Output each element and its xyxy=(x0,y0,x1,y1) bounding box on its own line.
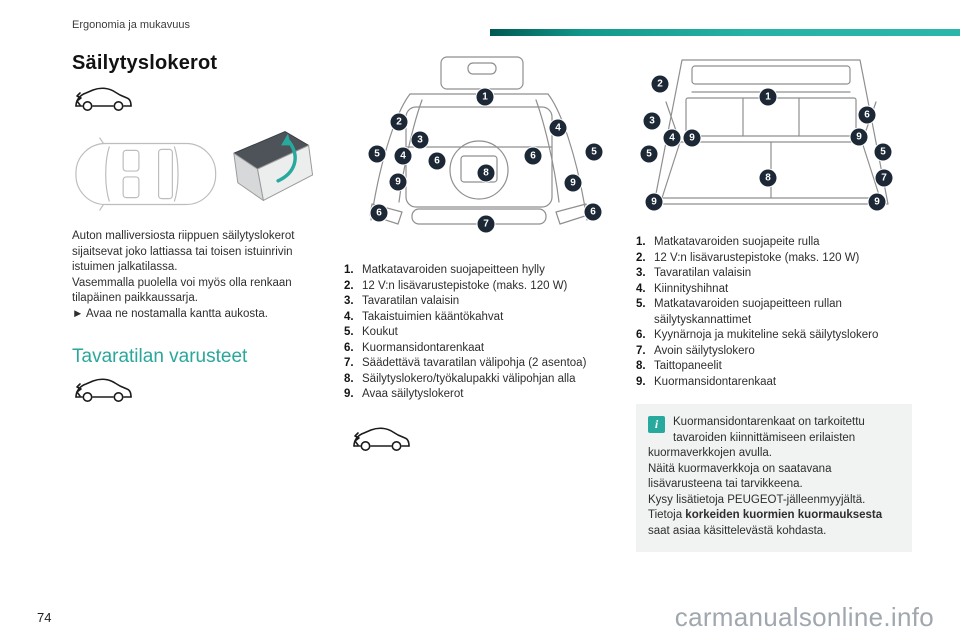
legend-item-text: Kuormansidontarenkaat xyxy=(654,375,777,388)
legend-item-number: 8. xyxy=(636,360,646,372)
diagram-marker-3: 3 xyxy=(644,113,661,130)
diagram-marker-5: 5 xyxy=(586,144,603,161)
diagram-marker-1: 1 xyxy=(477,89,494,106)
legend-item-text: Kyynärnoja ja mukiteline sekä säilytyslokero xyxy=(654,329,879,341)
legend-item xyxy=(344,387,614,403)
legend-item-text: 12 V:n lisävarustepistoke (maks. 120 W) xyxy=(362,279,568,292)
legend-item-number: 3. xyxy=(636,267,646,279)
legend-item-number: 3. xyxy=(344,295,354,307)
legend-item-number: 6. xyxy=(344,341,354,354)
boot-diagram-b xyxy=(636,52,912,225)
diagram-marker-9: 9 xyxy=(851,129,868,146)
legend-item-text: Kuormansidontarenkaat xyxy=(362,341,485,354)
diagram-marker-6: 6 xyxy=(585,204,602,221)
storage-paragraph: Vasemmalla puolella voi myös olla renkaan tilapäinen paikkaussarja. xyxy=(72,276,292,304)
diagram-marker-4: 4 xyxy=(550,120,567,137)
info-box-line: Kuormansidontarenkaat on tarkoitettu tavaroiden kiinnittämiseen erilaisten kuormaverkkojen avulla. xyxy=(648,416,865,459)
legend-item-number: 4. xyxy=(344,310,354,323)
legend-item xyxy=(344,341,614,357)
car-top-view-diagram xyxy=(72,133,220,215)
diagram-marker-4: 4 xyxy=(395,148,412,165)
legend-item-text: Tavaratilan valaisin xyxy=(362,295,460,307)
legend-item-text: Matkatavaroiden suojapeitteen rullan säilytyskannattimet xyxy=(654,298,842,326)
legend-item-number: 7. xyxy=(344,357,354,369)
legend-item-number: 9. xyxy=(344,388,354,400)
legend-item xyxy=(344,263,614,279)
boot-diagram-a xyxy=(344,52,614,247)
legend-item-number: 1. xyxy=(636,236,646,248)
legend-item-number: 1. xyxy=(344,264,354,276)
diagram-marker-5: 5 xyxy=(875,144,892,161)
diagram-marker-7: 7 xyxy=(876,170,893,187)
diagram-marker-5: 5 xyxy=(369,146,386,163)
diagram-marker-6: 6 xyxy=(525,148,542,165)
page-number: 74 xyxy=(37,610,52,625)
legend-item-number: 5. xyxy=(344,326,354,338)
section-title-storage: Säilytyslokerot xyxy=(72,52,218,74)
diagram-marker-6: 6 xyxy=(371,205,388,222)
diagram-marker-3: 3 xyxy=(412,132,429,149)
legend-item xyxy=(636,235,912,251)
legend-item-text: Kiinnityshihnat xyxy=(654,282,729,295)
legend-item-number: 9. xyxy=(636,375,646,388)
diagram-marker-8: 8 xyxy=(478,165,495,182)
legend-item xyxy=(636,266,912,282)
diagram-marker-9: 9 xyxy=(646,194,663,211)
header-accent-bar xyxy=(490,29,960,36)
legend-item-text: Tavaratilan valaisin xyxy=(654,267,752,279)
info-box-line: Kysy lisätietoja PEUGEOT-jälleenmyyjältä. xyxy=(648,493,866,506)
watermark: carmanualsonline.info xyxy=(674,602,934,632)
glovebox-storage-diagram xyxy=(224,123,322,215)
car-silhouette-icon xyxy=(72,376,134,404)
diagram-marker-2: 2 xyxy=(391,114,408,131)
legend-item xyxy=(344,356,614,372)
storage-figure-row xyxy=(72,123,322,215)
legend-item-text: Takaistuimien kääntökahvat xyxy=(362,310,504,323)
legend-item xyxy=(636,251,912,267)
legend-item xyxy=(636,344,912,360)
diagram-marker-6: 6 xyxy=(859,107,876,124)
legend-item-number: 8. xyxy=(344,372,354,385)
legend-item xyxy=(636,328,912,344)
info-box xyxy=(636,404,912,552)
legend-item xyxy=(636,359,912,375)
legend-item-text: Matkatavaroiden suojapeitteen hylly xyxy=(362,264,545,276)
column-left xyxy=(72,52,322,414)
diagram-marker-7: 7 xyxy=(478,216,495,233)
legend-item xyxy=(344,279,614,295)
legend-item xyxy=(636,375,912,391)
legend-item xyxy=(344,310,614,326)
legend-item-text: Koukut xyxy=(362,326,398,338)
legend-item-text: Matkatavaroiden suojapeite rulla xyxy=(654,236,820,248)
info-box-line: Tietoja korkeiden kuormien kuormauksesta saat asiaa käsittelevästä kohdasta. xyxy=(648,509,883,537)
legend-item-number: 5. xyxy=(636,298,646,310)
chapter-header: Ergonomia ja mukavuus xyxy=(72,19,191,31)
diagram-marker-8: 8 xyxy=(760,170,777,187)
car-silhouette-icon xyxy=(350,425,412,453)
legend-item-text: Avoin säilytyslokero xyxy=(654,344,755,357)
legend-item-text: Säädettävä tavaratilan välipohja (2 asentoa) xyxy=(362,357,587,369)
legend-item-text: Taittopaneelit xyxy=(654,360,722,372)
column-middle xyxy=(344,52,614,463)
diagram-marker-4: 4 xyxy=(664,130,681,147)
diagram-marker-9: 9 xyxy=(565,175,582,192)
boot-legend-b xyxy=(636,235,912,390)
storage-paragraph: Auton malliversiosta riippuen säilytyslokerot sijaitsevat joko lattiassa tai toisen istuinrivin istuimen jalkatilassa. xyxy=(72,230,295,273)
info-box-line: Näitä kuormaverkkoja on saatavana lisävarusteena tai tarvikkeena. xyxy=(648,462,832,490)
diagram-marker-9: 9 xyxy=(869,194,886,211)
diagram-marker-5: 5 xyxy=(641,146,658,163)
legend-item-number: 2. xyxy=(636,251,646,264)
info-icon: i xyxy=(648,416,665,433)
legend-item-number: 4. xyxy=(636,282,646,295)
column-right xyxy=(636,52,912,552)
legend-item-number: 6. xyxy=(636,329,646,341)
diagram-marker-9: 9 xyxy=(390,174,407,191)
section-title-boot: Tavaratilan varusteet xyxy=(72,346,248,367)
legend-item-text: Säilytyslokero/työkalupakki välipohjan alla xyxy=(362,372,576,385)
legend-item xyxy=(636,282,912,298)
diagram-marker-2: 2 xyxy=(652,76,669,93)
info-box-text xyxy=(648,415,900,539)
legend-item-text: 12 V:n lisävarustepistoke (maks. 120 W) xyxy=(654,251,860,264)
boot-legend-a xyxy=(344,263,614,403)
legend-item-number: 7. xyxy=(636,344,646,357)
storage-instruction: ► Avaa ne nostamalla kantta aukosta. xyxy=(72,307,268,320)
legend-item xyxy=(344,325,614,341)
legend-item xyxy=(344,372,614,388)
legend-item xyxy=(636,297,912,328)
legend-item xyxy=(344,294,614,310)
legend-item-text: Avaa säilytyslokerot xyxy=(362,388,464,400)
diagram-marker-6: 6 xyxy=(429,153,446,170)
car-silhouette-icon xyxy=(72,85,134,113)
legend-item-number: 2. xyxy=(344,279,354,292)
diagram-marker-9: 9 xyxy=(684,130,701,147)
diagram-marker-1: 1 xyxy=(760,89,777,106)
